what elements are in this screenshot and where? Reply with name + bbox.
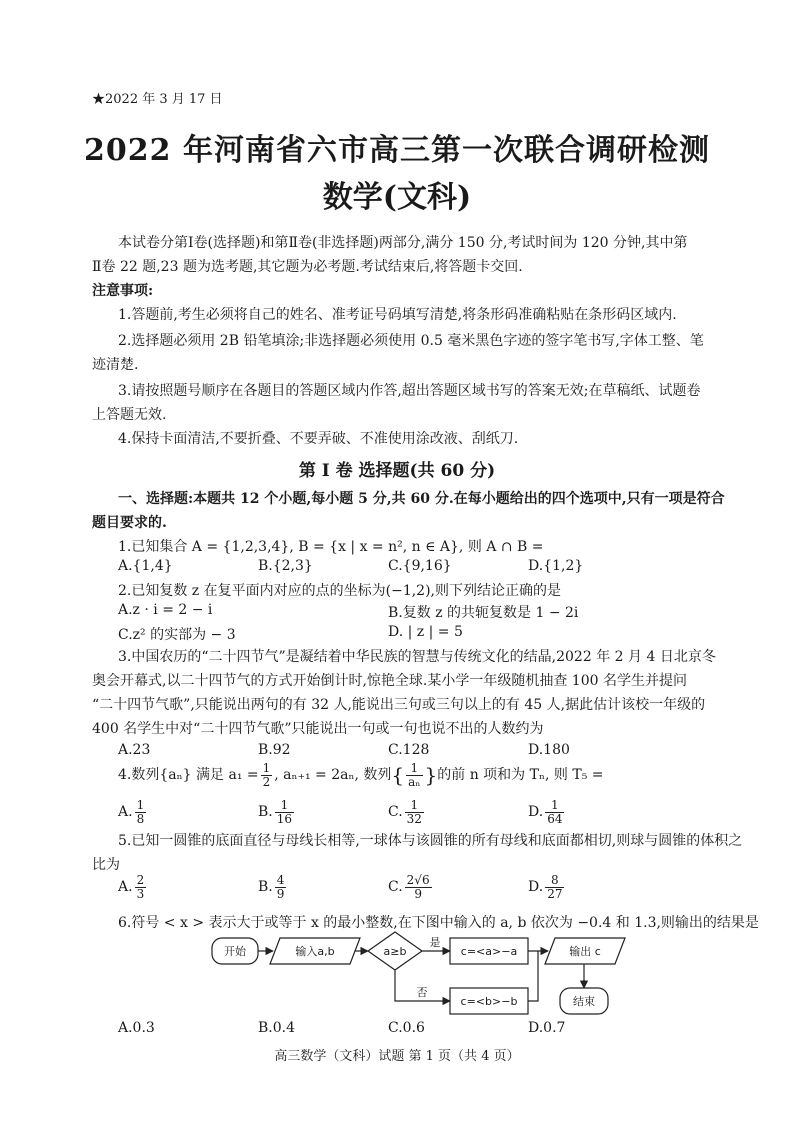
q4-stem-part3: 的前 n 项和为 Tₙ, 则 T₅ =	[437, 767, 604, 783]
q2-option-a: A.z · i = 2 − i	[118, 602, 213, 618]
q5-option-c-label: C.	[388, 879, 403, 895]
q5-option-b	[258, 872, 288, 902]
flow-end-label: 结束	[573, 995, 595, 1008]
q6-option-c: C.0.6	[388, 1020, 425, 1036]
q1-option-a: A.{1,4}	[118, 558, 173, 574]
q5-d-den: 27	[547, 886, 563, 901]
q5-c-num: 2√6	[406, 872, 430, 887]
q6-flowchart	[200, 930, 640, 1022]
q3-option-b: B.92	[258, 742, 291, 758]
q5-line1: 5.已知一圆锥的底面直径与母线长相等,一球体与该圆锥的所有母线和底面都相切,则球与圆锥的体积之	[118, 833, 743, 849]
q4-option-c	[388, 797, 426, 827]
q4-option-d	[528, 797, 566, 827]
q5-d-num: 8	[545, 874, 564, 888]
q4-fraction-a1	[261, 762, 273, 789]
q2-option-d: D. | z | = 5	[388, 624, 463, 640]
flow-no-label: 否	[416, 986, 428, 999]
q4-option-a-label: A.	[118, 804, 133, 820]
q4-a-num: 1	[136, 797, 145, 812]
q4-stem-part2: , aₙ₊₁ = 2aₙ, 数列	[274, 767, 392, 783]
q6-option-d: D.0.7	[528, 1020, 566, 1036]
q4-option-a-frac	[135, 799, 147, 826]
q5-option-a	[118, 872, 148, 902]
q5-option-b-label: B.	[258, 879, 273, 895]
q4-fraction-recip	[406, 762, 422, 789]
q2-option-b: B.复数 z 的共轭复数是 1 − 2i	[388, 605, 579, 621]
q4-option-a	[118, 797, 148, 827]
q4-c-num: 1	[405, 799, 424, 813]
note-1: 1.答题前,考生必须将自己的姓名、准考证号码填写清楚,将条形码准确粘贴在条形码区域内.	[118, 307, 677, 323]
q6-option-b: B.0.4	[258, 1020, 296, 1036]
q4-option-b-frac	[275, 799, 294, 826]
q3-line2: 奥会开幕式,以二十四节气的方式开始倒计时,惊艳全球.某小学一年级随机抽查 100 名学生并提问	[92, 673, 687, 689]
q4-d-den: 64	[547, 811, 563, 826]
q3-line3: “二十四节气歌”,只能说出两句的有 32 人,能说出三句或三句以上的有 45 人,据此估计该校一年级的	[92, 697, 706, 713]
q4-left-brace: {	[391, 763, 405, 787]
q4-option-b	[258, 797, 296, 827]
q2-option-c: C.z² 的实部为 − 3	[118, 627, 236, 643]
q4-option-c-label: C.	[388, 804, 403, 820]
note-2a: 2.选择题必须用 2B 铅笔填涂;非选择题必须使用 0.5 毫米黑色字迹的签字笔书写,字体工整、笔	[118, 333, 704, 349]
note-2b: 迹清楚.	[92, 357, 139, 373]
q5-b-den: 9	[276, 886, 285, 901]
q4-option-c-frac	[405, 799, 424, 826]
q4-b-den: 16	[276, 811, 293, 826]
q4-a-den: 8	[136, 811, 145, 826]
q5-option-b-frac	[275, 874, 287, 901]
q5-option-c	[388, 872, 434, 902]
q4-b-num: 1	[275, 799, 294, 813]
q5-option-a-label: A.	[118, 879, 133, 895]
flow-output-label: 输出 c	[569, 945, 601, 958]
q4-option-d-frac	[545, 799, 564, 826]
q5-option-d-frac	[545, 874, 564, 901]
q4-stem	[118, 760, 604, 790]
page-footer: 高三数学（文科）试题 第 1 页（共 4 页）	[274, 1049, 520, 1064]
q3-option-a: A.23	[118, 742, 151, 758]
note-4: 4.保持卡面清洁,不要折叠、不要弄破、不准使用涂改液、刮纸刀.	[118, 431, 519, 447]
section-instruction-1: 一、选择题:本题共 12 个小题,每小题 5 分,共 60 分.在每小题给出的四个选项中,只有一项是符合	[118, 491, 725, 507]
q1-option-c: C.{9,16}	[388, 558, 452, 574]
q6-option-a: A.0.3	[118, 1020, 155, 1036]
intro-line1: 本试卷分第Ⅰ卷(选择题)和第Ⅱ卷(非选择题)两部分,满分 150 分,考试时间为 120 分钟,其中第	[118, 235, 688, 251]
q3-option-d: D.180	[528, 742, 570, 758]
q4-a1-denominator: 2	[262, 774, 271, 789]
flow-process-yes-label: c=<a>−a	[460, 945, 518, 958]
q5-b-num: 4	[276, 872, 285, 887]
flow-start-label: 开始	[224, 945, 246, 958]
q4-a1-numerator: 1	[262, 760, 271, 775]
exam-subtitle: 数学(文科)	[322, 180, 472, 215]
q4-c-den: 32	[406, 811, 422, 826]
q4-option-b-label: B.	[258, 804, 273, 820]
q1-option-d: D.{1,2}	[528, 558, 584, 574]
section-heading: 第 Ⅰ 卷 选择题(共 60 分)	[298, 461, 496, 481]
q5-option-d	[528, 872, 566, 902]
note-3a: 3.请按照题号顺序在各题目的答题区域内作答,超出答题区域书写的答案无效;在草稿纸、试题卷	[118, 383, 701, 399]
q3-line4: 400 名学生中对“二十四节气歌”只能说出一句或一句也说不出的人数约为	[92, 721, 544, 737]
q5-a-num: 2	[136, 872, 145, 887]
q5-line2: 比为	[92, 857, 120, 873]
q4-recip-numerator: 1	[406, 762, 422, 776]
flow-process-no-label: c=<b>−b	[460, 995, 518, 1008]
q6-stem: 6.符号 < x > 表示大于或等于 x 的最小整数,在下图中输入的 a, b 依次为 −0.4 和 1.3,则输出的结果是	[118, 915, 759, 931]
q2-stem: 2.已知复数 z 在复平面内对应的点的坐标为(−1,2),则下列结论正确的是	[118, 583, 562, 599]
q4-right-brace: }	[424, 763, 438, 787]
q5-a-den: 3	[136, 886, 145, 901]
flow-decision-label: a≥b	[383, 945, 407, 958]
exam-title: 2022 年河南省六市高三第一次联合调研检测	[84, 133, 710, 168]
notes-heading: 注意事项:	[92, 283, 154, 299]
q5-option-a-frac	[135, 874, 147, 901]
intro-line2: Ⅱ卷 22 题,23 题为选考题,其它题为必考题.考试结束后,将答题卡交回.	[92, 259, 523, 275]
q4-d-num: 1	[545, 799, 564, 813]
exam-date: ★2022 年 3 月 17 日	[92, 92, 223, 107]
q1-stem: 1.已知集合 A = {1,2,3,4}, B = {x | x = n², n ∈ A}, 则 A ∩ B =	[118, 539, 544, 555]
q4-recip-denominator: aₙ	[408, 774, 421, 789]
section-instruction-2: 题目要求的.	[92, 515, 167, 531]
q4-stem-part1: 4.数列{aₙ} 满足 a₁ =	[118, 767, 259, 783]
flow-input-label: 输入a,b	[295, 945, 335, 958]
flow-yes-label: 是	[429, 936, 441, 949]
q1-option-b: B.{2,3}	[258, 558, 313, 574]
q4-option-d-label: D.	[528, 804, 544, 820]
q5-c-den: 9	[414, 886, 422, 901]
q5-option-d-label: D.	[528, 879, 544, 895]
q3-option-c: C.128	[388, 742, 430, 758]
note-3b: 上答题无效.	[92, 407, 167, 423]
q3-line1: 3.中国农历的“二十四节气”是凝结着中华民族的智慧与传统文化的结晶,2022 年 2 月 4 日北京冬	[118, 649, 716, 665]
q5-option-c-frac	[405, 874, 432, 901]
flow-merge-line	[528, 951, 538, 1001]
